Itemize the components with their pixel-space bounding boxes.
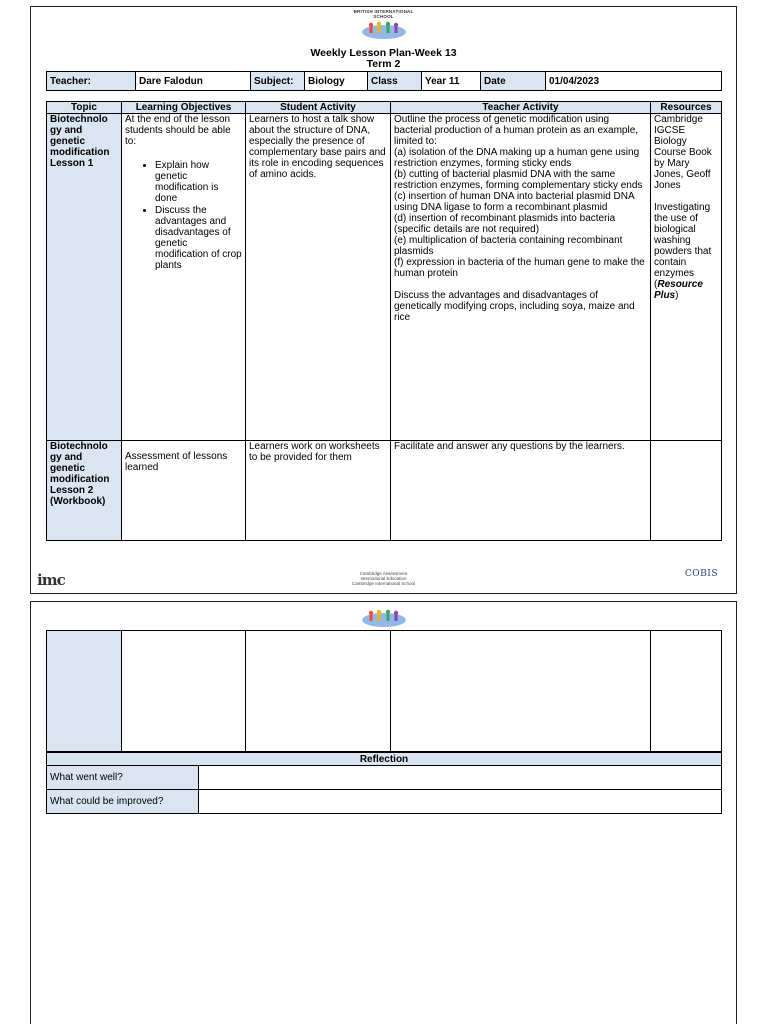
page-1 [30, 6, 737, 594]
logo-text: BRITISH INTERNATIONAL SCHOOL [353, 9, 414, 19]
topic-line: Biotechnolo [50, 441, 108, 452]
topic-line: gy and [50, 452, 83, 463]
class-value: Year 11 [422, 72, 481, 91]
header-student-activity: Student Activity [246, 102, 391, 114]
went-well-field[interactable] [199, 766, 722, 790]
resources-cell [651, 631, 722, 752]
assessment-text: Assessment of lessons learned [125, 451, 228, 473]
teacher-line: (e) multiplication of bacteria containing recombinant plasmids [394, 235, 623, 257]
header-teacher-activity: Teacher Activity [391, 102, 651, 114]
topic-line: Lesson 1 [50, 158, 94, 169]
teacher-line: Outline the process of genetic modification using bacterial production of a human protein as an example, limited to: [394, 114, 639, 147]
document-title [31, 48, 736, 70]
resources-cell [651, 441, 722, 541]
resource-practical-text: Investigating the use of biological washing powders that contain enzymes ( [654, 202, 712, 290]
topic-line: genetic [50, 136, 86, 147]
teacher-label: Teacher: [47, 72, 136, 91]
topic-line: Biotechnolo [50, 114, 108, 125]
teacher-activity-cell: Facilitate and answer any questions by the learners. [391, 441, 651, 541]
topic-cell [47, 114, 122, 441]
table-row [47, 631, 722, 752]
date-label: Date [481, 72, 546, 91]
list-item: • Discuss the advantages and disadvantages of genetic modification of crop plants [155, 205, 242, 271]
topic-cell [47, 631, 122, 752]
class-label: Class [368, 72, 422, 91]
school-logo [344, 9, 424, 43]
imc-logo: imc [37, 571, 65, 589]
page-2 [30, 601, 737, 1024]
topic-line: genetic [50, 463, 86, 474]
list-item: • Explain how genetic modification is done [155, 160, 242, 204]
student-activity-cell: Learners work on worksheets to be provided for them [246, 441, 391, 541]
subject-value: Biology [305, 72, 368, 91]
cobis-logo: COBIS [684, 569, 718, 579]
objectives-cell [122, 114, 246, 441]
objectives-list [125, 160, 242, 271]
went-well-label: What went well? [47, 766, 199, 790]
resource-book: Cambridge IGCSE Biology Course Book by Mary Jones, Geoff Jones [654, 114, 712, 191]
topic-line: Lesson 2 [50, 485, 94, 496]
topic-line: gy and [50, 125, 83, 136]
topic-line: (Workbook) [50, 496, 106, 507]
resource-plus: Resource Plus [654, 279, 703, 301]
topic-line: modification [50, 474, 110, 485]
header-objectives: Learning Objectives [122, 102, 246, 114]
student-activity-cell: Learners to host a talk show about the structure of DNA, especially the presence of complementary base pairs and its role in encoding sequences of amino acids. [246, 114, 391, 441]
teacher-activity-cell [391, 114, 651, 441]
teacher-activity-cell [391, 631, 651, 752]
header-resources: Resources [651, 102, 722, 114]
topic-line: modification [50, 147, 110, 158]
lesson-table-header [47, 102, 722, 114]
resource-practical-end: ) [675, 290, 679, 301]
page-footer [31, 565, 736, 589]
lesson-table-continued [46, 630, 722, 752]
cambridge-line-1: Cambridge Assessment [359, 571, 408, 576]
teacher-value: Dare Falodun [136, 72, 251, 91]
improve-field[interactable] [199, 790, 722, 814]
week-title: Weekly Lesson Plan-Week 13 [310, 47, 457, 59]
resources-cell [651, 114, 722, 441]
cambridge-logo [352, 571, 415, 586]
cambridge-line-2: International Education [360, 576, 407, 581]
term-title: Term 2 [366, 58, 401, 70]
info-table [46, 71, 722, 91]
table-row [47, 441, 722, 541]
teacher-line: (f) expression in bacteria of the human gene to make the human protein [394, 257, 645, 279]
logo-emblem-icon [344, 604, 424, 630]
improve-label: What could be improved? [47, 790, 199, 814]
teacher-discuss: Discuss the advantages and disadvantages of genetically modifying crops, including soya, maize and rice [394, 290, 635, 323]
objectives-intro: At the end of the lesson students should be able to: [125, 114, 231, 147]
teacher-line: (d) insertion of recombinant plasmids into bacteria (specific details are not required) [394, 213, 616, 235]
reflection-table [46, 752, 722, 814]
teacher-line: (c) insertion of human DNA into bacterial plasmid DNA using DNA ligase to form a recombinant plasmid [394, 191, 635, 213]
lesson-table [46, 101, 722, 541]
logo-emblem-icon [344, 19, 424, 41]
objectives-cell [122, 631, 246, 752]
resource-practical [654, 202, 718, 301]
teacher-line: (b) cutting of bacterial plasmid DNA with the same restriction enzymes, forming complementary sticky ends [394, 169, 643, 191]
student-activity-cell [246, 631, 391, 752]
reflection-title: Reflection [47, 753, 722, 766]
cambridge-line-3: Cambridge International School [351, 581, 416, 586]
objectives-cell [122, 441, 246, 541]
teacher-line: (a) isolation of the DNA making up a human gene using restriction enzymes, forming sticky ends [394, 147, 640, 169]
topic-cell [47, 441, 122, 541]
header-topic: Topic [47, 102, 122, 114]
date-value: 01/04/2023 [546, 72, 722, 91]
table-row [47, 114, 722, 441]
subject-label: Subject: [251, 72, 305, 91]
